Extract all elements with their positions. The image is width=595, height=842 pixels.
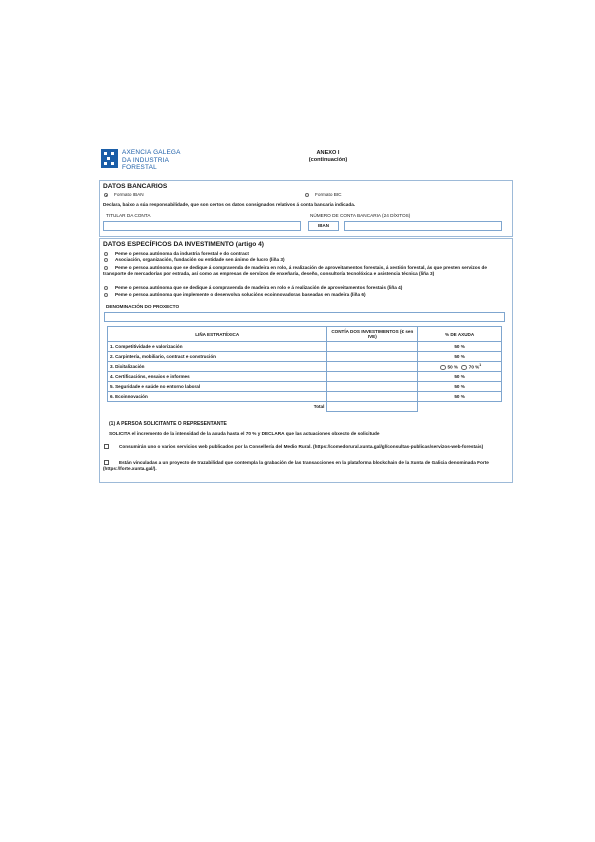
pct-50-radio[interactable] [440,365,446,371]
amount-input[interactable] [327,392,418,402]
option-label-3: Peme o persoa autónoma que se dedique á compravenda de madeira en rolo, á realización de aproveitamentos forestais, á xestión forestal, ás que presten servizos de transporte de mercadorías por estrada, así como as empresas de servizos de enxeñaría, deseño, consultoría tecnolóxica e asistencia técnica (liña 3) [103,265,488,276]
iban-format-radio[interactable] [104,193,108,197]
account-holder-label: TITULAR DA CONTA [106,213,151,218]
option-label-1: Peme o persoa autónoma da industria forestal e do contract [115,251,249,256]
document-title: ANEXO I (continuación) [308,150,348,163]
total-input[interactable] [327,402,418,412]
account-number-label: NÚMERO DE CONTA BANCARIA (24 DÍXITOS) [310,213,411,218]
digitalization-pct-options: 50 % 70 %$^1$ [418,362,502,372]
amount-input[interactable] [327,342,418,352]
amount-input[interactable] [327,382,418,392]
note-text: SOLICITA el incremento de la intensidad de la axuda hasta el 70 % y DECLARA que las actuaciones obxecto de solicitude [109,431,380,436]
project-name-input[interactable] [104,312,505,322]
table-row: 3. Dixitalización 50 % 70 %$^1$ [108,362,502,372]
total-row [108,402,502,412]
xunta-logo-icon [101,149,118,168]
bank-section-title: DATOS BANCARIOS [103,183,168,190]
table-row: 6. Ecoinnovación 50 % [108,392,502,402]
account-number-input[interactable] [344,221,502,231]
bic-format-label: Formato BIC [315,192,342,197]
col-header-line: LIÑA ESTRATÉXICA [108,327,327,342]
option-label-4: Peme o persoa autónoma que se dedique á compravenda de madeira en rolo e á realización de aproveitamentos forestais (liña 4) [115,285,403,290]
option-radio-1[interactable] [104,252,108,256]
option-radio-5[interactable] [104,293,108,297]
investment-section-title: DATOS ESPECÍFICOS DA INVESTIMENTO (artigo 4) [103,241,264,248]
iban-label: IBAN [308,221,339,231]
table-row: 4. Certificacións, ensaios e informes 50 % [108,372,502,382]
footnote-mark: 1 [479,362,482,367]
option-radio-2[interactable] [104,258,108,262]
web-services-label: Consumirán uno o varios servicios web publicados por la Consellería del Medio Rural. (https://comedorural.xunta.gal/gl/consultas-publicas/servizos-web-forestais) [119,444,484,449]
col-header-pct: % DE AXUDA [418,327,502,342]
table-row: 5. Seguridade e saúde no entorno laboral 50 % [108,382,502,392]
option-radio-4[interactable] [104,286,108,290]
col-header-amount: CONTÍA DOS INVESTIMENTOS (€ sen IVE) [327,327,418,342]
amount-input[interactable] [327,362,418,372]
table-row: 1. Competitividade e valorización 50 % [108,342,502,352]
blockchain-label: Están vinculadas a un proyecto de trazabilidad que contempla la grabación de las transacciones en la plataforma blockchain de la Xunta de Galicia denominada Forte (https://forte.xunta.gal/). [103,460,489,471]
note-title: (1) A PERSOA SOLICITANTE O REPRESENTANTE [109,421,227,427]
pct-70-radio[interactable] [461,365,467,371]
amount-input[interactable] [327,352,418,362]
amount-input[interactable] [327,372,418,382]
investment-table [107,326,502,412]
option-label-5: Peme o persoa autónoma que implemente o desenvolva solucións ecoinnovadoras baseadas en madeira (liña 6) [115,292,366,297]
table-row: 2. Carpintería, mobiliario, contract e construción 50 % [108,352,502,362]
bank-declaration: Declara, baixo a súa responsabilidade, que son certos os datos consignados relativos á conta bancaria indicada. [103,202,356,207]
project-name-label: DENOMINACIÓN DO PROXECTO [106,304,180,309]
option-label-2: Asociación, organización, fundación ou entidade sen ánimo de lucro (liña 3) [115,257,285,262]
agency-logo-text: AXENCIA GALEGA DA INDUSTRIA FORESTAL [122,149,181,172]
iban-format-label: Formato IBAN [114,192,144,197]
account-holder-input[interactable] [103,221,301,231]
total-label: Total [108,402,327,412]
bic-format-radio[interactable] [305,193,309,197]
